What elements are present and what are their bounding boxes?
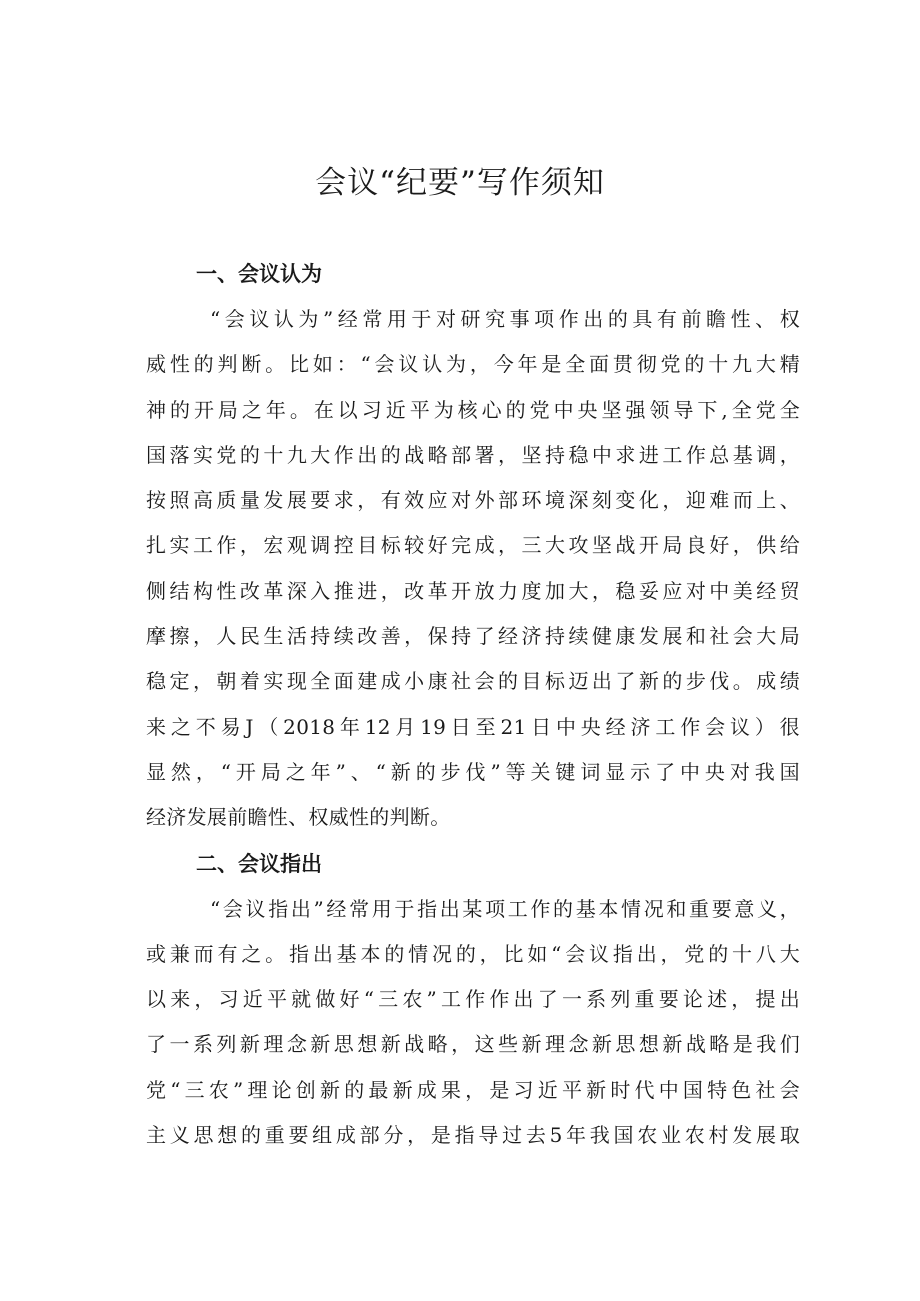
text-line: 或兼而有之。指出基本的情况的，比如“会议指出，党的十八大 <box>146 941 800 966</box>
text-line: 国落实党的十九大作出的战略部署，坚持稳中求进工作总基调， <box>146 442 800 467</box>
text-line: 经济发展前瞻性、权威性的判断。 <box>146 805 451 830</box>
text-line: 来之不易J（2018年12月19日至21日中央经济工作会议）很 <box>146 714 800 739</box>
text-line: 按照高质量发展要求，有效应对外部环境深刻变化，迎难而上、 <box>146 488 800 513</box>
text-line: 稳定，朝着实现全面建成小康社会的目标迈出了新的步伐。成绩 <box>146 669 800 694</box>
text-line: 了一系列新理念新思想新战略，这些新理念新思想新战略是我们 <box>146 1032 800 1057</box>
text-line: 党“三农”理论创新的最新成果，是习近平新时代中国特色社会 <box>146 1077 800 1102</box>
section-2-paragraph <box>146 887 800 1159</box>
text-line: 以来，习近平就做好“三农”工作作出了一系列重要论述，提出 <box>146 987 800 1012</box>
text-line: “会议指出”经常用于指出某项工作的基本情况和重要意义， <box>210 896 800 921</box>
text-line: 主义思想的重要组成部分，是指导过去5年我国农业农村发展取 <box>146 1123 800 1148</box>
section-2 <box>146 841 800 1159</box>
text-line: 显然，“开局之年”、“新的步伐”等关键词显示了中央对我国 <box>146 759 800 784</box>
text-line: 侧结构性改革深入推进，改革开放力度加大，稳妥应对中美经贸 <box>146 578 800 603</box>
section-1 <box>146 251 800 841</box>
section-1-heading: 一、会议认为 <box>196 262 322 286</box>
section-1-paragraph <box>146 297 800 841</box>
text-line: 扎实工作，宏观调控目标较好完成，三大攻坚战开局良好，供给 <box>146 533 800 558</box>
text-line: “会议认为”经常用于对研究事项作出的具有前瞻性、权 <box>210 307 800 331</box>
section-2-heading: 二、会议指出 <box>196 851 322 876</box>
text-line: 神的开局之年。在以习近平为核心的党中央坚强领导下,全党全 <box>146 397 800 422</box>
document-body <box>146 251 800 1158</box>
text-line: 威性的判断。比如：“会议认为，今年是全面贯彻党的十九大精 <box>146 352 800 377</box>
document-title: 会议“纪要”写作须知 <box>315 165 605 201</box>
text-line: 摩擦，人民生活持续改善，保持了经济持续健康发展和社会大局 <box>146 624 800 649</box>
